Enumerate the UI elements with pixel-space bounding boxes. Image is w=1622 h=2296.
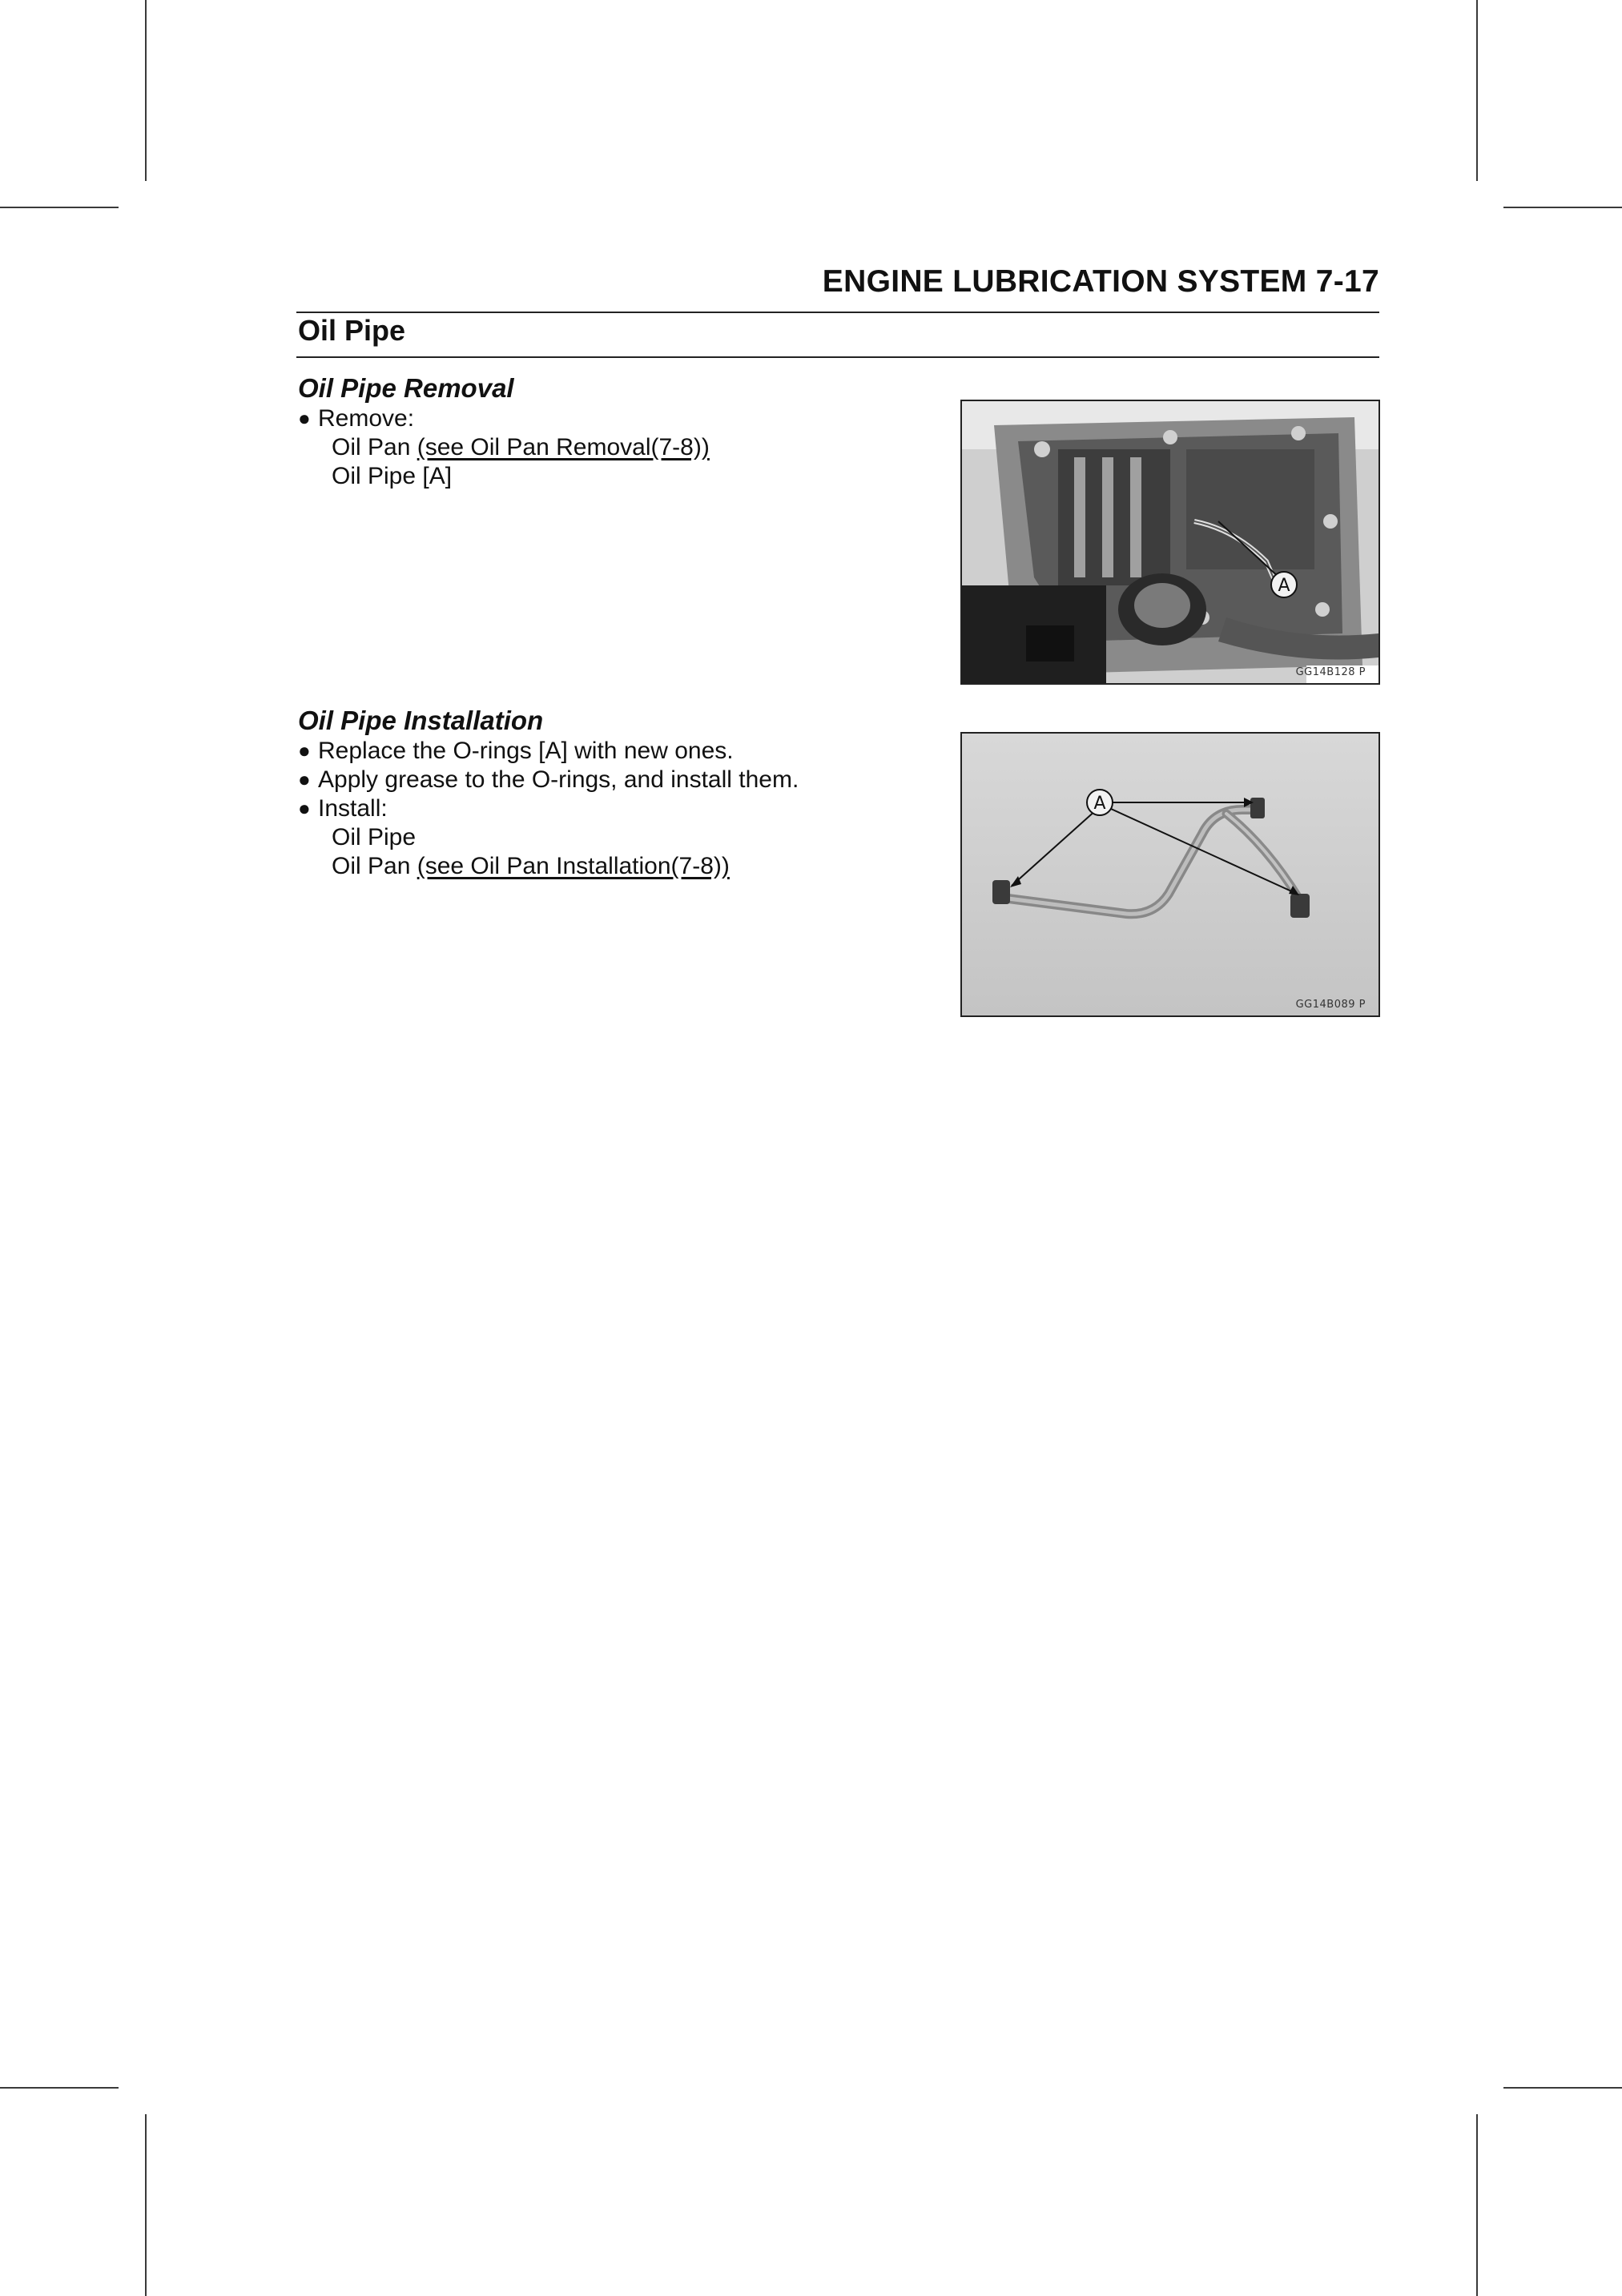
crop-mark bbox=[145, 0, 147, 181]
crop-mark bbox=[1476, 2114, 1478, 2296]
bullet-icon: ● bbox=[298, 796, 311, 820]
header-rule bbox=[296, 312, 1379, 313]
installation-bullet-2: Apply grease to the O-rings, and install them. bbox=[318, 766, 799, 793]
crop-mark bbox=[1503, 2087, 1622, 2089]
installation-bullet-1: Replace the O-rings [A] with new ones. bbox=[318, 738, 734, 764]
installation-item-oil-pipe: Oil Pipe bbox=[332, 824, 417, 850]
crop-mark bbox=[145, 2114, 147, 2296]
installation-heading: Oil Pipe Installation bbox=[298, 706, 544, 735]
callout-label: A bbox=[1093, 794, 1106, 814]
installation-item-oil-pan bbox=[332, 853, 730, 880]
section-rule bbox=[296, 356, 1379, 358]
removal-heading: Oil Pipe Removal bbox=[298, 373, 514, 403]
engine-photo bbox=[962, 401, 1378, 683]
bullet-icon: ● bbox=[298, 406, 311, 430]
crop-mark bbox=[1503, 207, 1622, 208]
crop-mark bbox=[0, 2087, 119, 2089]
oil-pan-installation-link[interactable]: (see Oil Pan Installation(7-8)) bbox=[417, 853, 730, 879]
page-header: ENGINE LUBRICATION SYSTEM 7-17 bbox=[822, 264, 1379, 299]
bullet-icon: ● bbox=[298, 738, 311, 762]
installation-bullet-3: Install: bbox=[318, 795, 388, 822]
installation-item-label: Oil Pan bbox=[332, 853, 417, 879]
bullet-icon: ● bbox=[298, 767, 311, 791]
oil-pipe-photo bbox=[962, 734, 1378, 1015]
oil-pan-removal-link[interactable]: (see Oil Pan Removal(7-8)) bbox=[417, 434, 710, 460]
installation-figure bbox=[960, 732, 1380, 1017]
removal-bullet: Remove: bbox=[318, 405, 415, 432]
figure-code: GG14B089 P bbox=[1295, 999, 1366, 1011]
removal-figure bbox=[960, 400, 1380, 685]
crop-mark bbox=[0, 207, 119, 208]
section-title: Oil Pipe bbox=[298, 314, 406, 347]
removal-item-label: Oil Pan bbox=[332, 434, 417, 460]
removal-item-oil-pan bbox=[332, 434, 710, 461]
callout-label: A bbox=[1278, 576, 1290, 596]
removal-item-oil-pipe: Oil Pipe [A] bbox=[332, 463, 453, 489]
crop-mark bbox=[1476, 0, 1478, 181]
figure-code: GG14B128 P bbox=[1295, 666, 1366, 678]
